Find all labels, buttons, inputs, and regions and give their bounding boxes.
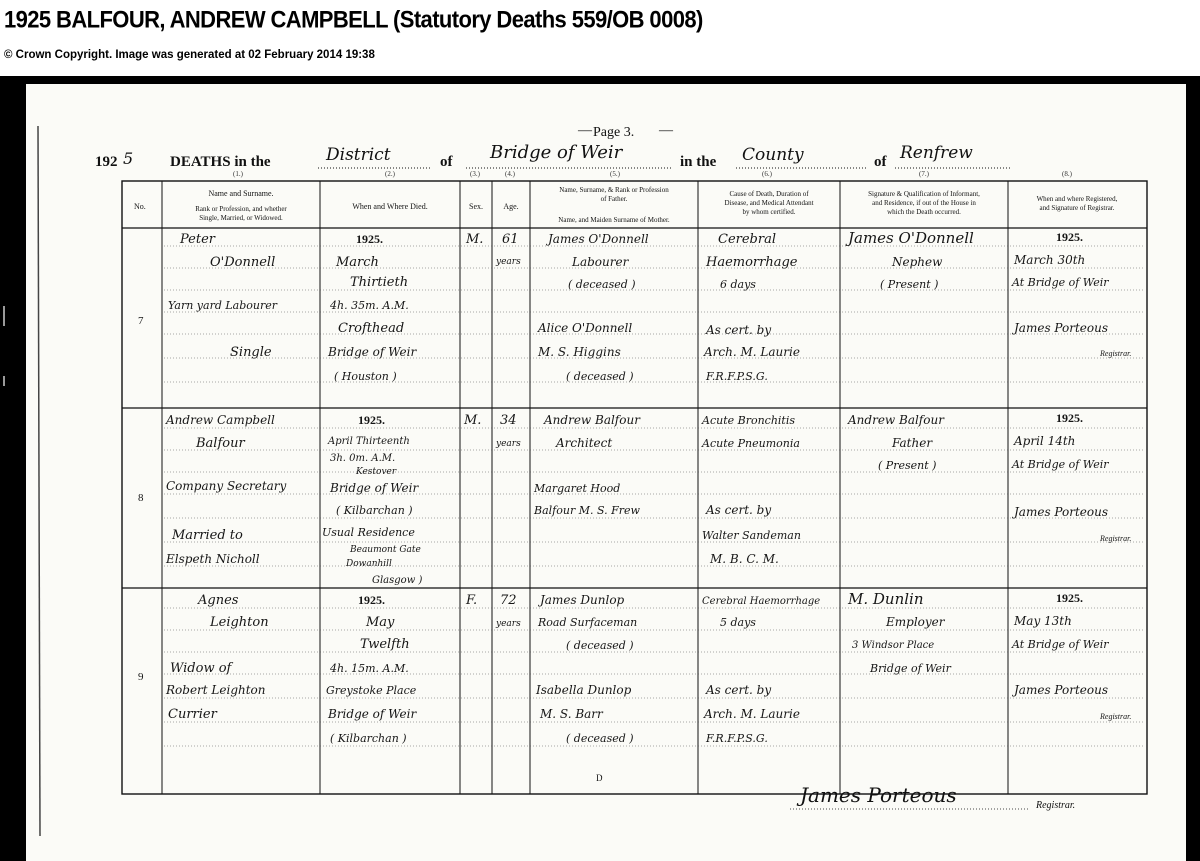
father-line: James O'Donnell [548, 232, 649, 246]
death-when-line: 4h. 15m. A.M. [330, 662, 409, 675]
svg-text:No.: No. [134, 202, 146, 211]
informant-line: Andrew Balfour [848, 413, 944, 427]
cause-line: Acute Bronchitis [702, 414, 796, 427]
registrar-label: Registrar. [1100, 349, 1132, 358]
father-line: ( deceased ) [566, 639, 634, 652]
mother-line: Balfour M. S. Frew [534, 504, 640, 517]
deceased-name-line: Leighton [210, 615, 269, 630]
deceased-name-line: Peter [180, 232, 215, 247]
mother-line: ( deceased ) [566, 370, 634, 383]
cause-line: Cerebral [718, 232, 776, 247]
svg-text:(5.): (5.) [610, 170, 620, 178]
column-numbers [233, 170, 1073, 178]
footer-registrar-label: Registrar. [1036, 800, 1076, 811]
age-value: 34 [500, 413, 517, 428]
father-line: Road Surfaceman [538, 616, 638, 629]
death-year: 1925. [356, 232, 383, 246]
informant-line: Father [892, 436, 933, 450]
registered-date: March 30th [1014, 253, 1086, 267]
mother-line: ( deceased ) [566, 732, 634, 745]
registrar-signature: James Porteous [1014, 321, 1109, 335]
death-when-line: Bridge of Weir [330, 481, 419, 495]
death-when-line: Bridge of Weir [328, 707, 417, 721]
death-when-line: Beaumont Gate [350, 545, 421, 555]
informant-line: ( Present ) [880, 278, 939, 291]
certifier-line: Walter Sandeman [702, 529, 801, 542]
entry-row [138, 411, 1131, 586]
svg-text:(2.): (2.) [385, 170, 395, 178]
svg-text:by whom certified.: by whom certified. [742, 208, 796, 216]
svg-text:(3.): (3.) [470, 170, 480, 178]
svg-text:and Residence, if out of the H: and Residence, if out of the House in [872, 199, 976, 207]
death-when-line: Bridge of Weir [328, 345, 417, 359]
register-year-prefix: 192 [95, 154, 118, 170]
death-when-line: April Thirteenth [328, 436, 410, 447]
record-title: 1925 BALFOUR, ANDREW CAMPBELL (Statutory Deaths 559/OB 0008) [4, 6, 703, 33]
in-the-label: in the [680, 154, 717, 170]
death-when-line: Greystoke Place [326, 684, 417, 697]
svg-text:When and Where Died.: When and Where Died. [352, 202, 428, 211]
deceased-name-line: Company Secretary [166, 479, 287, 493]
death-year: 1925. [358, 413, 385, 427]
footer-registrar-signature: James Porteous [800, 783, 957, 807]
age-unit: years [496, 439, 521, 449]
cause-line: 6 days [720, 278, 756, 291]
mother-line: Alice O'Donnell [538, 321, 633, 335]
death-when-line: ( Kilbarchan ) [330, 732, 407, 745]
death-when-line: Glasgow ) [372, 575, 423, 586]
death-when-line: ( Houston ) [334, 370, 397, 383]
deceased-name-line: Robert Leighton [166, 683, 266, 697]
left-edge-marks [4, 126, 40, 836]
informant-line: 3 Windsor Place [852, 640, 935, 651]
death-when-line: March [336, 255, 379, 270]
certifier-line: F.R.F.P.S.G. [706, 732, 768, 745]
death-when-line: 3h. 0m. A.M. [330, 453, 396, 464]
district-name-hand: Bridge of Weir [490, 142, 623, 163]
svg-text:—: — [659, 123, 673, 138]
certifier-line: Arch. M. Laurie [704, 707, 800, 721]
svg-text:Sex.: Sex. [469, 202, 483, 211]
death-when-line: ( Kilbarchan ) [336, 504, 413, 517]
informant-line: ( Present ) [878, 459, 937, 472]
death-when-line: 4h. 35m. A.M. [330, 299, 409, 312]
svg-text:Signature & Qualification of I: Signature & Qualification of Informant, [868, 190, 980, 198]
registered-year: 1925. [1056, 230, 1083, 244]
svg-text:Name and Surname.: Name and Surname. [208, 189, 274, 198]
svg-text:(8.): (8.) [1062, 170, 1072, 178]
age-unit: years [496, 257, 521, 267]
deceased-name-line: Married to [172, 528, 243, 543]
entry-number: 8 [138, 492, 144, 504]
informant-line: Bridge of Weir [870, 662, 951, 675]
of-label-1: of [440, 154, 453, 170]
certifier-line: M. B. C. M. [710, 552, 779, 566]
entry-row [138, 229, 1131, 383]
footer-letter: D [596, 773, 603, 783]
svg-text:(7.): (7.) [919, 170, 929, 178]
sex-value: F. [466, 593, 478, 608]
svg-text:Name, and Maiden Surname of Mo: Name, and Maiden Surname of Mother. [558, 216, 670, 224]
svg-text:When and where Registered,: When and where Registered, [1036, 195, 1118, 203]
county-hand: County [742, 145, 804, 165]
informant-line: Employer [886, 615, 945, 629]
svg-text:Rank or Profession, and whethe: Rank or Profession, and whether [195, 205, 287, 213]
age-value: 72 [500, 593, 517, 608]
deceased-name-line: Currier [168, 707, 217, 722]
certifier-line: F.R.F.P.S.G. [706, 370, 768, 383]
father-line: Labourer [572, 255, 629, 269]
sex-value: M. [466, 232, 484, 247]
death-when-line: Dowanhill [346, 559, 392, 569]
cause-line: Haemorrhage [706, 255, 798, 270]
county-name-hand: Renfrew [900, 143, 973, 163]
district-hand: District [326, 145, 391, 165]
svg-text:—: — [578, 123, 592, 138]
column-headers [134, 186, 1118, 224]
father-line: Andrew Balfour [544, 413, 640, 427]
sex-value: M. [464, 413, 482, 428]
of-label-2: of [874, 154, 887, 170]
deceased-name-line: Widow of [170, 661, 232, 676]
death-year: 1925. [358, 593, 385, 607]
mother-line: Isabella Dunlop [536, 683, 632, 697]
registered-place: At Bridge of Weir [1012, 638, 1109, 651]
registered-date: April 14th [1014, 434, 1076, 448]
death-when-line: May [366, 615, 395, 630]
certifier-line: As cert. by [706, 323, 772, 337]
father-line: ( deceased ) [568, 278, 636, 291]
deceased-name-line: Andrew Campbell [166, 413, 275, 427]
deceased-name-line: Balfour [196, 436, 245, 451]
deaths-in-the-label: DEATHS in the [170, 154, 271, 170]
registrar-signature: James Porteous [1014, 505, 1109, 519]
informant-line: James O'Donnell [848, 229, 974, 247]
certifier-line: As cert. by [706, 683, 772, 697]
register-year-hand: 5 [123, 149, 134, 168]
age-value: 61 [502, 232, 519, 247]
cause-line: 5 days [720, 616, 756, 629]
copyright-notice: © Crown Copyright. Image was generated at 02 February 2014 19:38 [4, 49, 375, 61]
registrar-label: Registrar. [1100, 534, 1132, 543]
deceased-name-line: Yarn yard Labourer [168, 299, 278, 312]
deceased-name-line: Single [230, 345, 272, 360]
register-document [0, 76, 1200, 861]
svg-text:Name, Surname, & Rank or Profe: Name, Surname, & Rank or Profession [559, 186, 669, 194]
svg-text:Age.: Age. [503, 202, 519, 211]
cause-line: Cerebral Haemorrhage [702, 596, 821, 607]
deceased-name-line: Elspeth Nicholl [166, 552, 260, 566]
registered-place: At Bridge of Weir [1012, 276, 1109, 289]
svg-text:(1.): (1.) [233, 170, 243, 178]
mother-line: M. S. Barr [540, 707, 603, 721]
registered-year: 1925. [1056, 591, 1083, 605]
informant-line: M. Dunlin [848, 590, 924, 608]
svg-text:(4.): (4.) [505, 170, 515, 178]
deceased-name-line: O'Donnell [210, 255, 276, 270]
cause-line: Acute Pneumonia [702, 437, 800, 450]
death-when-line: Usual Residence [322, 526, 415, 539]
father-line: James Dunlop [540, 593, 625, 607]
deceased-name-line: Agnes [198, 593, 239, 608]
registrar-label: Registrar. [1100, 712, 1132, 721]
svg-text:Disease, and Medical Attendant: Disease, and Medical Attendant [724, 199, 814, 207]
registered-date: May 13th [1014, 614, 1072, 628]
svg-text:(6.): (6.) [762, 170, 772, 178]
certifier-line: Arch. M. Laurie [704, 345, 800, 359]
svg-text:of Father.: of Father. [600, 195, 628, 203]
informant-line: Nephew [892, 255, 943, 269]
svg-text:Cause of Death, Duration of: Cause of Death, Duration of [729, 190, 809, 198]
registered-place: At Bridge of Weir [1012, 458, 1109, 471]
entry-number: 9 [138, 671, 144, 683]
death-when-line: Thirtieth [350, 275, 409, 290]
age-unit: years [496, 619, 521, 629]
registered-year: 1925. [1056, 411, 1083, 425]
registrar-signature: James Porteous [1014, 683, 1109, 697]
svg-text:and Signature of Registrar.: and Signature of Registrar. [1039, 204, 1115, 212]
entry-number: 7 [138, 315, 144, 327]
svg-text:Single, Married, or Widowed.: Single, Married, or Widowed. [199, 214, 283, 222]
father-line: Architect [556, 436, 613, 450]
mother-line: M. S. Higgins [538, 345, 621, 359]
death-when-line: Kestover [356, 467, 397, 477]
certifier-line: As cert. by [706, 503, 772, 517]
svg-text:which the Death occurred.: which the Death occurred. [887, 208, 961, 216]
mother-line: Margaret Hood [534, 482, 621, 495]
death-when-line: Twelfth [360, 637, 410, 652]
death-when-line: Crofthead [338, 321, 405, 336]
page-label: Page 3. [593, 125, 635, 140]
